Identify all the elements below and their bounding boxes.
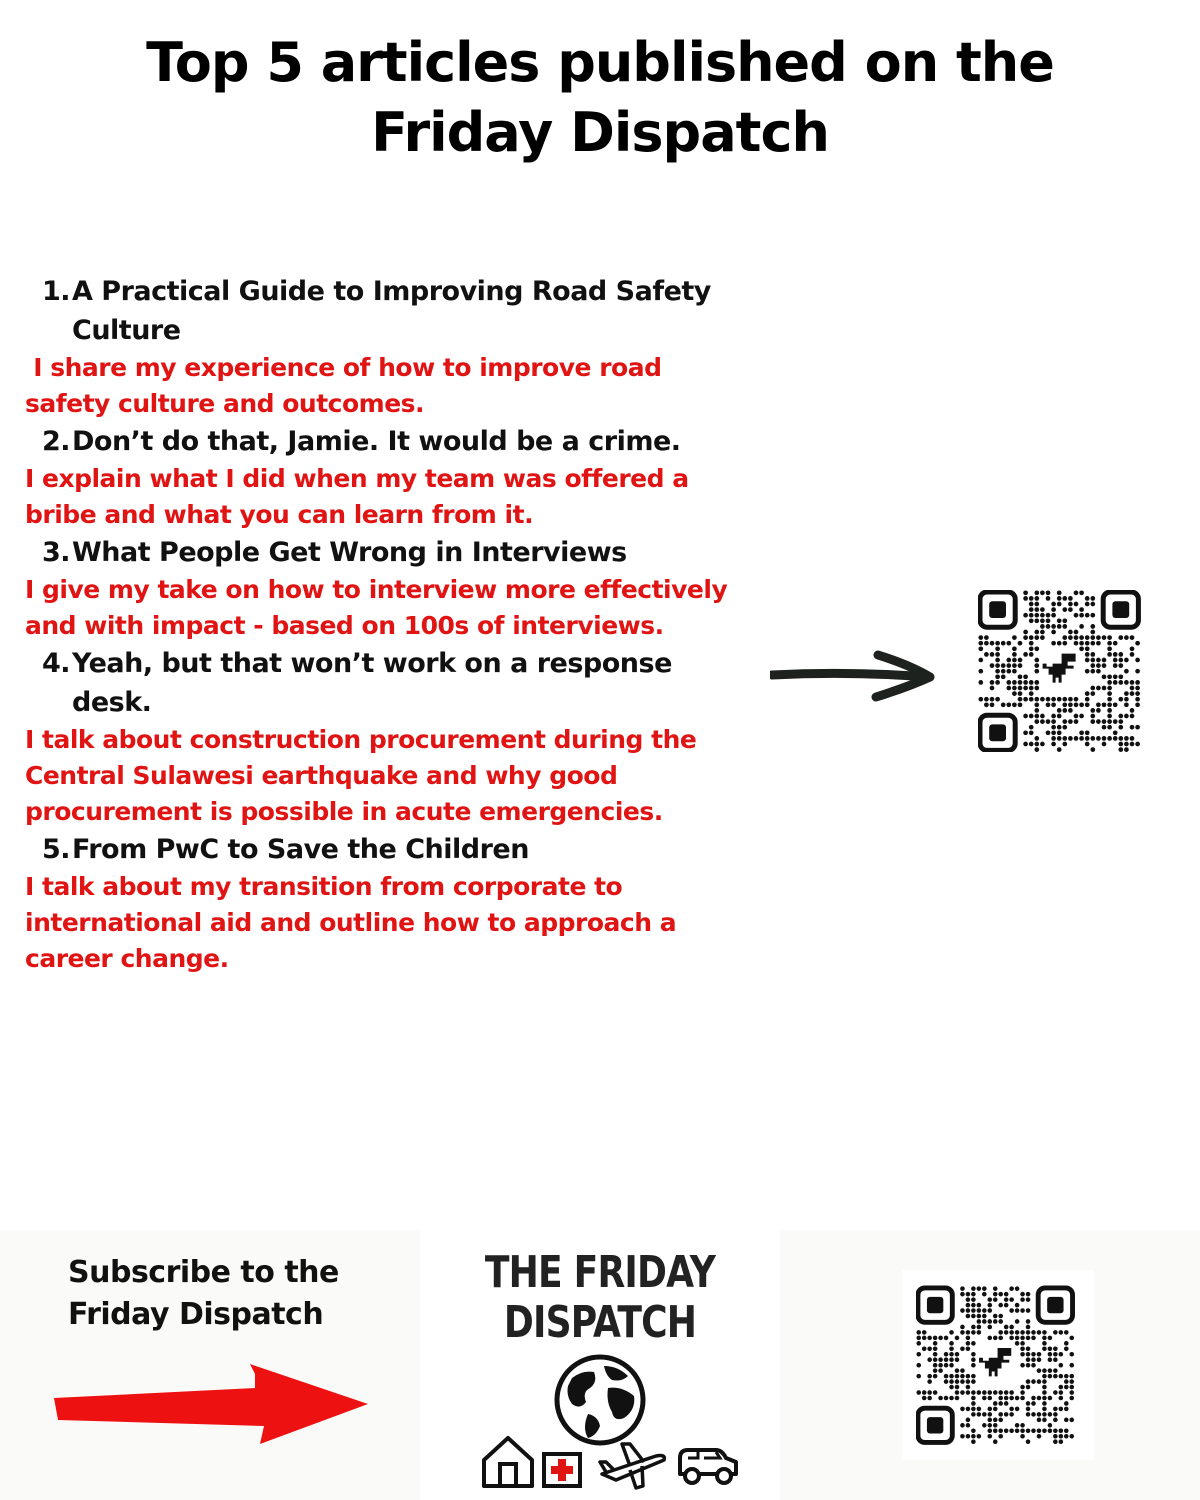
article-description-line: procurement is possible in acute emergencies. <box>25 797 663 826</box>
medical-cross-icon <box>544 1454 580 1486</box>
qr-code-icon[interactable] <box>916 1284 1078 1446</box>
car-icon <box>680 1450 736 1483</box>
footer <box>0 1230 1200 1500</box>
article-description-line: bribe and what you can learn from it. <box>25 500 534 529</box>
qr-modules <box>916 1286 1074 1444</box>
article-number: 3. <box>41 537 70 568</box>
article-description-line: I share my experience of how to improve road <box>25 353 662 382</box>
article-description-line: I give my take on how to interview more effectively <box>25 575 728 604</box>
friday-dispatch-logo[interactable] <box>420 1230 780 1500</box>
article-title-line: Don’t do that, Jamie. It would be a crime. <box>72 426 681 457</box>
article-title[interactable] <box>0 422 760 461</box>
logo-icons <box>480 1430 740 1490</box>
article-description-line: I explain what I did when my team was offered a <box>25 464 689 493</box>
page-title <box>0 28 1200 168</box>
logo-line: DISPATCH <box>503 1297 697 1348</box>
house-icon <box>484 1438 532 1486</box>
article-description-line: Central Sulawesi earthquake and why good <box>25 761 618 790</box>
article-number: 5. <box>41 834 70 865</box>
article-title[interactable] <box>0 830 760 869</box>
arrow-right-icon <box>770 645 940 705</box>
article-number: 4. <box>41 648 70 679</box>
article-description <box>0 461 760 533</box>
article-description-line: safety culture and outcomes. <box>25 389 425 418</box>
article-item[interactable] <box>0 422 760 533</box>
page-title-line-1: Top 5 articles published on the <box>146 31 1054 94</box>
page-title-line-2: Friday Dispatch <box>371 101 829 164</box>
qr-code-footer-container <box>902 1270 1094 1460</box>
article-description <box>0 350 760 422</box>
article-title[interactable] <box>0 644 760 722</box>
article-title-line: Culture <box>72 315 181 346</box>
red-arrow-icon <box>50 1358 370 1448</box>
logo-line: THE FRIDAY <box>484 1247 716 1298</box>
article-description <box>0 572 760 644</box>
article-title[interactable] <box>0 533 760 572</box>
dinosaur-icon <box>979 1348 1011 1376</box>
subscribe-line: Subscribe to the <box>68 1255 339 1290</box>
article-description-line: I talk about my transition from corporate to <box>25 872 623 901</box>
article-description-line: career change. <box>25 944 229 973</box>
subscribe-line: Friday Dispatch <box>68 1297 324 1332</box>
qr-modules <box>978 590 1140 752</box>
article-title-line: Yeah, but that won’t work on a response <box>72 648 672 679</box>
article-description-line: and with impact - based on 100s of interviews. <box>25 611 664 640</box>
article-item[interactable] <box>0 644 760 830</box>
article-item[interactable] <box>0 830 760 977</box>
article-number: 1. <box>41 276 70 307</box>
qr-code-icon[interactable] <box>978 590 1144 752</box>
article-list <box>0 272 760 977</box>
article-number: 2. <box>41 426 70 457</box>
article-item[interactable] <box>0 533 760 644</box>
article-title-line: desk. <box>72 687 152 718</box>
article-description <box>0 869 760 977</box>
airplane-icon <box>600 1444 664 1488</box>
dinosaur-icon <box>1043 654 1076 683</box>
article-description-line: I talk about construction procurement during the <box>25 725 697 754</box>
article-title-line: A Practical Guide to Improving Road Safety <box>72 276 711 307</box>
article-description-line: international aid and outline how to approach a <box>25 908 677 937</box>
logo-wordmark <box>452 1248 747 1348</box>
article-description <box>0 722 760 830</box>
subscribe-text <box>68 1252 339 1336</box>
article-title[interactable] <box>0 272 760 350</box>
article-title-line: What People Get Wrong in Interviews <box>72 537 627 568</box>
article-title-line: From PwC to Save the Children <box>72 834 529 865</box>
article-item[interactable] <box>0 272 760 422</box>
